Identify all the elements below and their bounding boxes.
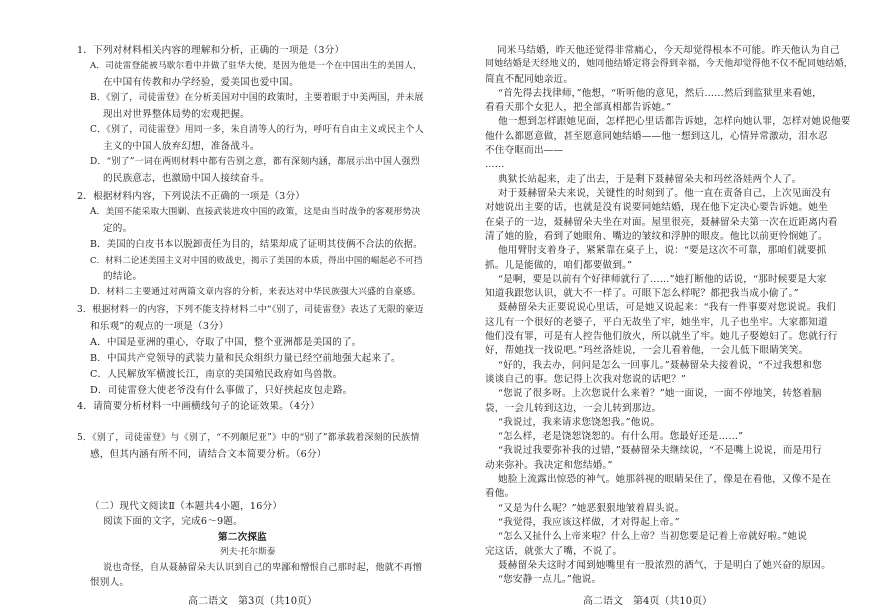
- article-line: 不住夺眶而出——: [485, 145, 564, 156]
- article-line: “您安静一点儿。”他说。: [498, 574, 602, 585]
- q1-option-b: B．《别了，司徒雷登》在分析美国对中国的政策时，主要着眼于中美两国，并未展: [90, 93, 424, 103]
- q1-option-a-cont: 在中国有传教和办学经验，爱美国也爱中国。: [103, 77, 299, 88]
- right-page: [435, 0, 870, 614]
- article-line: 他什么都愿意做，甚至愿意同她结婚——他一想到这儿，心情异常激动，泪水忍: [485, 131, 828, 142]
- article-line: 看他。: [485, 488, 515, 499]
- article-line: 完这话，就张大了嘴，不说了。: [485, 546, 623, 557]
- article-line: 这儿有一个很好的老婆子，平白无故坐了牢，她坐牢，儿子也坐牢。大家都知道: [485, 317, 828, 328]
- article-line: 在桌子的一边，聂赫留朵夫坐在对面。屋里很亮，聂赫留朵夫第一次在近距离内看: [485, 217, 838, 228]
- article-line: 典狱长站起来，走了出去，于是剩下聂赫留朵夫和玛丝洛娃两个人了。: [498, 174, 802, 185]
- article-paragraph: 说也奇怪，自从聂赫留朵夫认识到自己的卑鄙和憎恨自己那时起，他就不再憎: [103, 562, 423, 573]
- article-line: 聂赫留朵夫正要说说心里话，可是她又说起来：“我有一件事要对您说说。我们: [498, 302, 837, 313]
- q5-stem: 5．《别了，司徒雷登》与《别了，“不列颠尼亚”》中的“别了”都承载着深刻的民族情: [77, 433, 420, 443]
- q1-option-c-cont: 主义的中国人放弃幻想，准备战斗。: [103, 141, 260, 152]
- q2-option-c-cont: 的结论。: [103, 271, 143, 282]
- q2-option-c: C．材料二论述美国主义对中国的败战史，揭示了美国的本质，得出中国的崛起必不可挡: [90, 255, 423, 265]
- article-line: “首先得去找律师，”他想，“听听他的意见，然后……然后到监狱里来看她，: [498, 88, 822, 99]
- article-author: 列夫·托尔斯泰: [220, 547, 276, 557]
- article-title: 第二次探监: [218, 532, 267, 543]
- q1-option-d-cont: 的民族意志，也激励中国人接续奋斗。: [103, 173, 270, 184]
- page-footer: 高二语文 第3页（共10页）: [188, 596, 318, 607]
- article-line: 谈谈自己的事。您记得上次我对您说的话吧？”: [485, 374, 686, 385]
- q2-option-a: A．美国不能采取大围剿、直接武装进攻中国的政策，这是由当时战争的客观形势决: [90, 207, 421, 217]
- article-line: 动来弥补。我决定和您结婚。”: [485, 460, 613, 471]
- article-line: 聂赫留朵夫这时才闻到她嘴里有一股浓烈的酒气，于是明白了她兴奋的原因。: [498, 560, 831, 571]
- q3-option-c: C．人民解放军横渡长江，南京的美国殖民政府如鸟兽散。: [90, 369, 343, 380]
- q5-stem-cont: 感，但其内涵有所不同，请结合文本简要分析。（6分）: [90, 449, 327, 460]
- q3-option-d: D．司徒雷登大使老爷没有什么事做了，只好挟起皮包走路。: [90, 385, 353, 396]
- article-line: 他们没有罪，可是有人控告他们放火，所以就坐了牢。她儿子娶媳妇了。您就行行: [485, 331, 838, 342]
- article-line: “又是为什么呢？”她恶狠狠地皱着眉头说。: [498, 503, 685, 514]
- article-line: “好的，我去办，问问是怎么一回事儿。”聂赫留朵夫接着说，“不过我想和您: [498, 360, 822, 371]
- article-line: “是啊，要是以前有个好律师就行了……”她打断他的话说，“那时候要是大家: [498, 274, 827, 285]
- article-line: 同米马结婚，昨天他还觉得非常痛心，今天却觉得根本不可能。昨天他认为自己: [497, 45, 840, 56]
- article-line: 简直不配同她亲近。: [485, 74, 574, 85]
- article-line: 袋，一会儿转到这边，一会儿转到那边。: [485, 403, 662, 414]
- article-line: 对她说出主要的话，也就是没有说要同她结婚，现在他下定决心要告诉她。她坐: [485, 202, 828, 213]
- q3-stem: 3．根据材料一的内容，下列不能支持材料二中“《别了，司徒雷登》表达了无限的豪迈: [77, 305, 424, 315]
- q1-option-d: D．“别了”一词在两则材料中都有告别之意，都有深刻内涵，都展示出中国人强烈: [90, 157, 420, 167]
- q4-stem: 4．请简要分析材料一中画横线句子的论证效果。（4分）: [77, 401, 320, 412]
- q1-option-b-cont: 现出对世界整体局势的宏观把握。: [103, 109, 250, 120]
- article-line: “怎么样，老是饶恕饶恕的。有什么用。您最好还是……”: [498, 431, 744, 442]
- q1-option-c: C．《别了，司徒雷登》用同一多，朱自清等人的行为，呼吁有自由主义或民主个人: [90, 125, 424, 135]
- article-line: “我说过，我来请求您饶恕我。”他说。: [498, 417, 661, 428]
- article-line: 清了她的脸，看到了她眼角、嘴边的皱纹和浮肿的眼皮。他比以前更怜悯她了。: [485, 231, 828, 242]
- article-line: “您说了很多呀。上次您说什么来着？”她一面说，一面不停地笑，转悠着脑: [498, 388, 822, 399]
- section-instruction: 阅读下面的文字，完成6～9题。: [103, 516, 243, 527]
- article-line: 好，帮她找一找说吧。”玛丝洛娃说，一会儿看着他，一会儿低下眼睛笑笑。: [485, 345, 809, 356]
- q2-option-b: B．美国的白皮书本以脱卸责任为目的，结果却成了证明其伎俩不合法的依据。: [90, 239, 423, 250]
- q2-option-a-cont: 定的。: [103, 223, 133, 234]
- page-footer: 高二语文 第4页（共10页）: [583, 596, 713, 607]
- q3-stem-cont: 和乐观”的观点的一项是（3分）: [90, 321, 229, 332]
- article-line: 她脸上流露出惊恐的神气。她那斜视的眼睛呆住了，像是在看他，又像不是在: [498, 474, 831, 485]
- q2-option-d: D．材料二主要通过对两篇文章内容的分析，来表达对中华民族强大兴盛的自豪感。: [90, 287, 422, 297]
- article-line: 抓。儿是能做的，咱们都要做到。”: [485, 260, 633, 271]
- article-paragraph-cont: 恨别人。: [90, 577, 130, 588]
- q3-option-a: A．中国是亚洲的重心，夺取了中国，整个亚洲都是美国的了。: [90, 337, 362, 348]
- article-line: 他用臂肘支着身子，紧紧靠在桌子上，说：“要是这次不可靠，那咱们就要抓: [498, 245, 827, 256]
- q2-stem: 2．根据材料内容，下列说法不正确的一项是（3分）: [77, 191, 306, 202]
- section-heading: （二）现代文阅读Ⅱ（本题共4小题，16分）: [90, 501, 283, 512]
- article-line: 他一想到怎样跟她见面，怎样把心里话都告诉她，怎样向她认罪，怎样对她说他要: [498, 116, 851, 127]
- article-line: “怎么又扯什么上帝来啦？什么上帝？当初您要是记着上帝就好啦。”她说: [498, 531, 808, 542]
- article-line: “我觉得，我应该这样做，才对得起上帝。”: [498, 517, 680, 528]
- article-line: “我说过我要弥补我的过错，”聂赫留朵夫继续说，“不是嘴上说说，而是用行: [498, 445, 822, 456]
- article-line: 对于聂赫留朵夫来说，关键性的时刻到了。他一直在责备自己，上次见面没有: [498, 188, 831, 199]
- article-line: ……: [485, 159, 505, 170]
- q1-option-a: A．司徒雷登能被马歇尔看中并做了驻华大使，是因为他是一个在中国出生的美国人，: [90, 61, 422, 71]
- article-line: 知道我跟您认识，就大不一样了。可眼下怎么样呢？都把我当成小偷了。”: [485, 288, 799, 299]
- q1-stem: 1．下列对材料相关内容的理解和分析，正确的一项是（3分）: [77, 45, 345, 56]
- q3-option-b: B．中国共产党领导的武装力量和民众组织力量已经空前地强大起来了。: [90, 353, 401, 364]
- article-line: 看看天那个女犯人，把全部真相都告诉她。”: [485, 102, 672, 113]
- article-line: 同她结婚是天经地义的，她同他结婚定将会得到幸福，今天他却觉得他不仅不配同她结婚，: [485, 59, 854, 69]
